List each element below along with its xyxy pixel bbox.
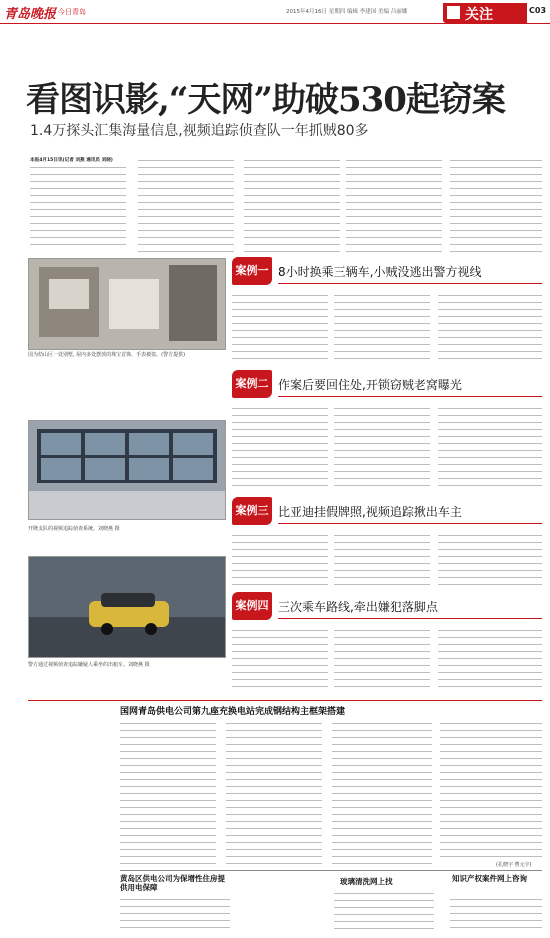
case-4-column-2 [334, 627, 430, 691]
section-divider [28, 700, 542, 701]
bottom-main-column-2 [226, 720, 322, 868]
photo-caption-3: 警方通过视频侦查追踪嫌疑人乘坐的出租车。刘晓燕 摄 [28, 662, 150, 668]
newspaper-logo: 青岛晚报 [4, 7, 57, 22]
case-title: 三次乘车路线,牵出嫌犯落脚点 [278, 600, 438, 614]
case-1-header [232, 257, 542, 285]
photo-villa-interior [28, 258, 226, 350]
case-2-column-2 [334, 405, 430, 489]
bottom-main-column-4 [440, 720, 542, 860]
lead-column-2 [138, 157, 234, 255]
photo-caption-1: 国为幼山区一处别墅, 屋内多处摆放的珠宝首饰、手表被盗。(警方提供) [28, 352, 186, 358]
case-badge: 案例二 [232, 370, 272, 398]
taxi-image [29, 557, 225, 657]
attention-label: 关注 [465, 7, 493, 23]
sub-article-2-title: 玻璃清洗网上找 [340, 877, 393, 886]
attention-banner [443, 3, 527, 23]
square-icon [447, 6, 460, 19]
bottom-main-column-1 [120, 720, 216, 868]
case-title: 8小时换乘三辆车,小贼没逃出警方视线 [278, 265, 482, 279]
subheadline: 1.4万探头汇集海量信息,视频追踪侦查队一年抓贼80多 [30, 123, 369, 139]
lead-column-4 [346, 157, 442, 255]
lead-byline: 本报4月15日讯(记者 刘燕 通讯员 刘晓) [30, 158, 113, 163]
headline: 看图识影,“天网”助破530起窃案 [26, 80, 505, 120]
photo-caption-2: 开隆支队的视频追踪侦查系统。刘晓燕 摄 [28, 526, 120, 532]
case-4-column-1 [232, 627, 328, 691]
photo-monitor-wall [28, 420, 226, 520]
masthead [0, 0, 550, 22]
sub-article-2-text [334, 890, 434, 936]
case-title: 作案后要回住处,开锁窃贼老窝曝光 [278, 378, 462, 392]
bottom-main-credit: (孔晓宇 曹元宇) [496, 862, 532, 868]
case-4-column-3 [438, 627, 542, 691]
sub-article-3-title: 知识产权案件网上咨询 [452, 874, 527, 883]
lead-column-5 [450, 157, 542, 255]
photo-taxi [28, 556, 226, 658]
header-rule [0, 23, 550, 24]
sub-article-1-title: 黄岛区供电公司为保增性住房提供用电保障 [120, 874, 225, 892]
case-2-column-3 [438, 405, 542, 489]
case-4-header [232, 592, 542, 620]
monitor-wall-image [29, 421, 225, 519]
bottom-main-column-3 [332, 720, 432, 868]
case-underline [278, 283, 542, 284]
case-badge: 案例四 [232, 592, 272, 620]
bottom-divider [120, 870, 542, 871]
dateline: 2015年4月16日 星期四 编辑 李建国 美编 吕丽娜 [286, 9, 408, 15]
case-title: 比亚迪挂假牌照,视频追踪揪出车主 [278, 505, 462, 519]
case-badge: 案例三 [232, 497, 272, 525]
section-name: 今日青岛 [58, 8, 86, 16]
case-underline [278, 523, 542, 524]
sub-article-1-text [120, 896, 230, 936]
sub-article-3-text [450, 896, 542, 936]
case-badge: 案例一 [232, 257, 272, 285]
case-underline [278, 618, 542, 619]
case-1-column-1 [232, 292, 328, 362]
case-3-column-2 [334, 532, 430, 588]
bottom-main-title: 国网青岛供电公司第九座充换电站完成钢结构主框架搭建 [120, 707, 346, 717]
case-3-header [232, 497, 542, 525]
case-1-column-2 [334, 292, 430, 362]
case-underline [278, 396, 542, 397]
case-1-column-3 [438, 292, 542, 362]
case-2-header [232, 370, 542, 398]
lead-column-3 [244, 157, 340, 255]
case-3-column-3 [438, 532, 542, 588]
case-2-column-1 [232, 405, 328, 489]
lead-column-1 [30, 157, 126, 255]
text-lines [30, 164, 126, 248]
case-3-column-1 [232, 532, 328, 588]
room-image [29, 259, 225, 349]
page-number: C03 [529, 6, 547, 15]
